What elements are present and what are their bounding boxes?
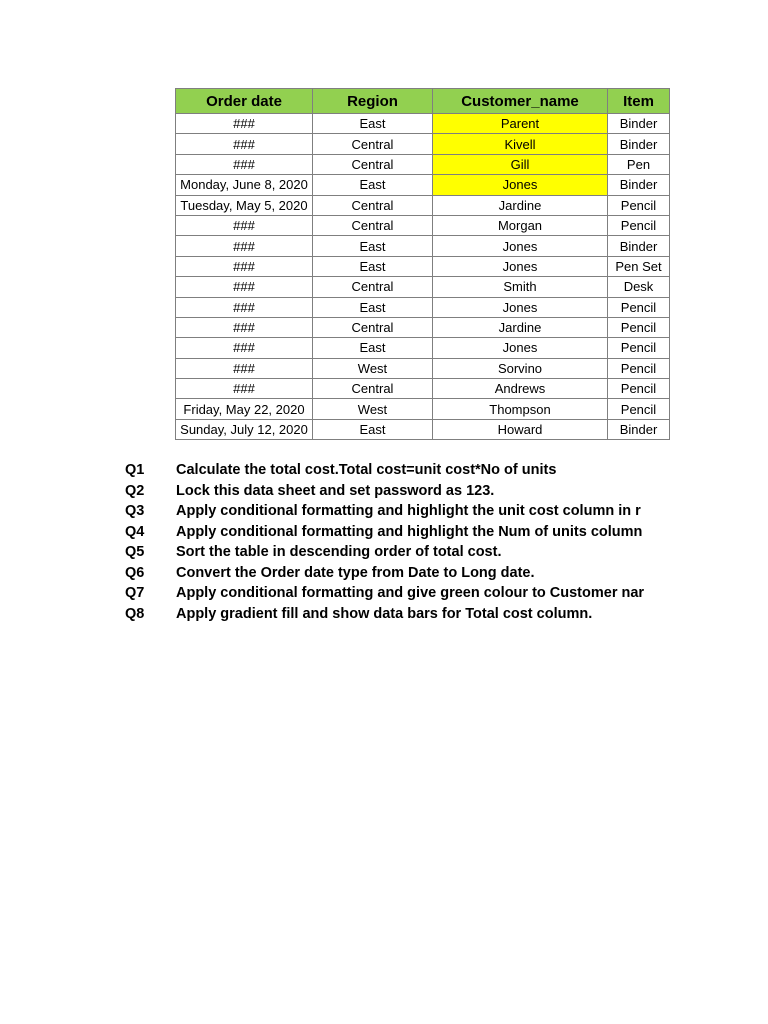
cell-item[interactable]: Binder	[608, 175, 670, 195]
question-number: Q4	[125, 523, 145, 540]
question-row	[125, 583, 670, 604]
question-text: Lock this data sheet and set password as 123.	[176, 482, 495, 499]
header-region[interactable]: Region	[313, 89, 433, 114]
cell-order-date[interactable]: ###	[176, 379, 313, 399]
table-row	[176, 338, 670, 358]
question-row	[125, 563, 670, 584]
cell-region[interactable]: West	[313, 358, 433, 378]
cell-region[interactable]: East	[313, 175, 433, 195]
cell-order-date[interactable]: ###	[176, 134, 313, 154]
question-row	[125, 481, 670, 502]
cell-customer-name[interactable]: Jones	[433, 256, 608, 276]
cell-customer-name[interactable]: Thompson	[433, 399, 608, 419]
cell-customer-name[interactable]: Jones	[433, 175, 608, 195]
table-row	[176, 256, 670, 276]
cell-order-date[interactable]: Sunday, July 12, 2020	[176, 419, 313, 439]
question-row	[125, 460, 670, 481]
table-row	[176, 215, 670, 235]
cell-item[interactable]: Pencil	[608, 338, 670, 358]
cell-region[interactable]: East	[313, 419, 433, 439]
cell-item[interactable]: Pencil	[608, 399, 670, 419]
cell-item[interactable]: Pen	[608, 154, 670, 174]
cell-item[interactable]: Binder	[608, 236, 670, 256]
cell-region[interactable]: Central	[313, 317, 433, 337]
cell-item[interactable]: Desk	[608, 277, 670, 297]
cell-order-date[interactable]: ###	[176, 317, 313, 337]
question-row	[125, 604, 670, 625]
cell-region[interactable]: East	[313, 256, 433, 276]
question-number: Q5	[125, 544, 145, 560]
cell-region[interactable]: East	[313, 297, 433, 317]
question-text: Apply conditional formatting and give green colour to Customer nar	[176, 585, 645, 601]
header-item[interactable]: Item	[608, 89, 670, 114]
cell-customer-name[interactable]: Sorvino	[433, 358, 608, 378]
table-row	[176, 317, 670, 337]
cell-item[interactable]: Pencil	[608, 195, 670, 215]
question-list	[125, 460, 670, 624]
data-table	[175, 88, 670, 440]
cell-item[interactable]: Binder	[608, 134, 670, 154]
cell-order-date[interactable]: ###	[176, 154, 313, 174]
cell-item[interactable]: Pencil	[608, 215, 670, 235]
cell-order-date[interactable]: ###	[176, 297, 313, 317]
cell-order-date[interactable]: ###	[176, 338, 313, 358]
header-row	[176, 89, 670, 114]
cell-customer-name[interactable]: Jardine	[433, 317, 608, 337]
question-text: Calculate the total cost.Total cost=unit cost*No of units	[176, 462, 557, 478]
cell-item[interactable]: Pencil	[608, 358, 670, 378]
cell-region[interactable]: East	[313, 338, 433, 358]
table-row	[176, 297, 670, 317]
cell-customer-name[interactable]: Jones	[433, 338, 608, 358]
cell-order-date[interactable]: ###	[176, 358, 313, 378]
cell-order-date[interactable]: Friday, May 22, 2020	[176, 399, 313, 419]
question-text: Apply conditional formatting and highlight the unit cost column in r	[176, 503, 641, 519]
question-number: Q3	[125, 503, 145, 519]
cell-item[interactable]: Binder	[608, 114, 670, 134]
cell-region[interactable]: Central	[313, 215, 433, 235]
table-row	[176, 277, 670, 297]
table-row	[176, 379, 670, 399]
cell-customer-name[interactable]: Morgan	[433, 215, 608, 235]
table-row	[176, 154, 670, 174]
cell-region[interactable]: Central	[313, 379, 433, 399]
question-number: Q1	[125, 462, 145, 478]
cell-region[interactable]: East	[313, 236, 433, 256]
cell-item[interactable]: Pencil	[608, 297, 670, 317]
question-text: Apply gradient fill and show data bars for Total cost column.	[176, 605, 593, 622]
question-number: Q8	[125, 605, 145, 622]
cell-region[interactable]: Central	[313, 277, 433, 297]
cell-item[interactable]: Pen Set	[608, 256, 670, 276]
table-body	[176, 114, 670, 440]
cell-customer-name[interactable]: Andrews	[433, 379, 608, 399]
question-row	[125, 501, 670, 522]
cell-item[interactable]: Pencil	[608, 379, 670, 399]
table-row	[176, 114, 670, 134]
question-text: Sort the table in descending order of total cost.	[176, 544, 502, 560]
table-row	[176, 134, 670, 154]
cell-customer-name[interactable]: Jones	[433, 297, 608, 317]
cell-order-date[interactable]: ###	[176, 256, 313, 276]
cell-customer-name[interactable]: Smith	[433, 277, 608, 297]
cell-item[interactable]: Binder	[608, 419, 670, 439]
cell-customer-name[interactable]: Jardine	[433, 195, 608, 215]
cell-customer-name[interactable]: Howard	[433, 419, 608, 439]
cell-order-date[interactable]: Monday, June 8, 2020	[176, 175, 313, 195]
question-text: Convert the Order date type from Date to Long date.	[176, 564, 535, 581]
cell-order-date[interactable]: ###	[176, 215, 313, 235]
table-row	[176, 175, 670, 195]
cell-customer-name[interactable]: Parent	[433, 114, 608, 134]
question-number: Q2	[125, 482, 145, 499]
question-row	[125, 522, 670, 543]
header-order-date[interactable]: Order date	[176, 89, 313, 114]
cell-customer-name[interactable]: Gill	[433, 154, 608, 174]
question-text: Apply conditional formatting and highlight the Num of units column	[176, 523, 643, 540]
cell-region[interactable]: Central	[313, 154, 433, 174]
cell-region[interactable]: East	[313, 114, 433, 134]
table-row	[176, 419, 670, 439]
cell-region[interactable]: Central	[313, 134, 433, 154]
cell-customer-name[interactable]: Jones	[433, 236, 608, 256]
cell-order-date[interactable]: ###	[176, 114, 313, 134]
cell-region[interactable]: West	[313, 399, 433, 419]
cell-item[interactable]: Pencil	[608, 317, 670, 337]
question-number: Q7	[125, 585, 145, 601]
question-number: Q6	[125, 564, 145, 581]
cell-order-date[interactable]: ###	[176, 277, 313, 297]
cell-region[interactable]: Central	[313, 195, 433, 215]
table-row	[176, 399, 670, 419]
table-row	[176, 195, 670, 215]
cell-order-date[interactable]: ###	[176, 236, 313, 256]
header-customer-name[interactable]: Customer_name	[433, 89, 608, 114]
cell-order-date[interactable]: Tuesday, May 5, 2020	[176, 195, 313, 215]
table-row	[176, 358, 670, 378]
table-row	[176, 236, 670, 256]
cell-customer-name[interactable]: Kivell	[433, 134, 608, 154]
question-row	[125, 542, 670, 563]
